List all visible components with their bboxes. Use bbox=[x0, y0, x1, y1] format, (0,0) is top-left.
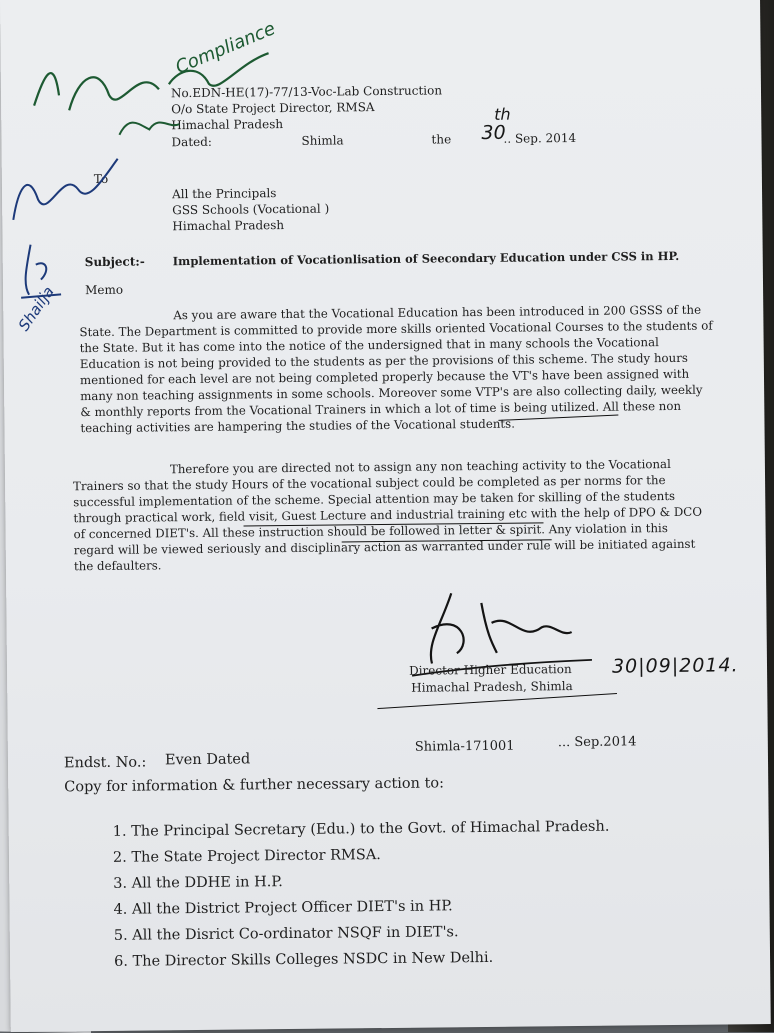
addressee-line-2: GSS Schools (Vocational ) bbox=[172, 201, 330, 218]
handwritten-sign-date: 30|09|2014. bbox=[611, 654, 739, 678]
endorsement-place: Shimla-171001 bbox=[414, 738, 515, 755]
recipient-item: 5. All the Disrict Co-ordinator NSQF in DIET's. bbox=[113, 924, 459, 944]
para1-line-3: the State. But it has come into the notice of the undersigned that in many schools the Vocational bbox=[79, 335, 659, 356]
para2-line-4: through practical work, field visit, Guest Lecture and industrial training etc with the help of DPO & DCO bbox=[73, 504, 703, 526]
addressee-line-1: All the Principals bbox=[171, 186, 277, 202]
para1-line-6: many non teaching assignments in some schools. Moreover some VTP's are also collecting daily, weekly bbox=[80, 382, 703, 404]
signatory-state: Himachal Pradesh, Shimla bbox=[411, 679, 573, 695]
handwritten-side-name: Shailja bbox=[14, 282, 58, 335]
to-label: To bbox=[93, 171, 109, 187]
para1-line-7: & monthly reports from the Vocational Trainers in which a lot of time is being utilized. All these non bbox=[80, 398, 682, 420]
letter-place: Shimla bbox=[301, 133, 344, 148]
the-label: the bbox=[431, 132, 452, 147]
from-office: O/o State Project Director, RMSA bbox=[171, 100, 375, 117]
recipient-item: 3. All the DDHE in H.P. bbox=[113, 874, 283, 892]
para2-line-5: of concerned DIET's. All these instruction should be followed in letter & spirit. Any violation in this bbox=[73, 521, 668, 542]
addressee-line-3: Himachal Pradesh bbox=[172, 218, 285, 234]
recipient-item: 4. All the District Project Officer DIET's in HP. bbox=[113, 898, 453, 918]
memo-label: Memo bbox=[84, 282, 124, 298]
recipient-item: 2. The State Project Director RMSA. bbox=[112, 847, 381, 866]
handwritten-date-day: 30 bbox=[481, 121, 506, 144]
para1-line-8: teaching activities are hampering the studies of the Vocational students. bbox=[80, 416, 516, 436]
endorsement-value: Even Dated bbox=[164, 751, 251, 769]
para1-line-5: mentioned for each level are not being completed properly because the VT's have been assigned with bbox=[79, 366, 690, 388]
blue-margin-scribble bbox=[8, 149, 129, 230]
from-state: Himachal Pradesh bbox=[171, 117, 284, 133]
recipient-item: 6. The Director Skills Colleges NSDC in New Delhi. bbox=[113, 949, 494, 970]
handwritten-date-suffix: th bbox=[494, 104, 511, 124]
dated-label: Dated: bbox=[171, 134, 213, 150]
para1-line-2: State. The Department is committed to provide more skills oriented Vocational Courses to the students of bbox=[79, 318, 713, 340]
para2-line-1: Therefore you are directed not to assign any non teaching activity to the Vocational bbox=[169, 457, 671, 477]
copy-line: Copy for information & further necessary action to: bbox=[64, 775, 445, 796]
handwritten-compliance-note: Compliance bbox=[172, 18, 279, 79]
endorsement-date: ... Sep.2014 bbox=[557, 734, 637, 751]
subject-label: Subject:- bbox=[84, 254, 145, 270]
signatory-title: Director Higher Education bbox=[408, 662, 572, 678]
endorsement-label: Endst. No.: bbox=[63, 754, 147, 772]
para1-line-1: As you are aware that the Vocational Education has been introduced in 200 GSSS of the bbox=[173, 302, 702, 323]
para2-line-7: the defaulters. bbox=[73, 558, 162, 574]
para1-line-4: Education is not being provided to the students as per the provisions of this scheme. The study hours bbox=[79, 350, 688, 372]
para2-line-6: regard will be viewed seriously and disciplinary action as warranted under rule will be initiated against bbox=[73, 536, 696, 558]
recipient-item: 1. The Principal Secretary (Edu.) to the Govt. of Himachal Pradesh. bbox=[112, 818, 610, 840]
para2-line-2: Trainers so that the study Hours of the vocational subject could be completed as per norms for the bbox=[73, 473, 666, 494]
signature-stroke bbox=[377, 693, 617, 709]
letter-date-rest: .. Sep. 2014 bbox=[503, 130, 577, 146]
para2-line-3: successful implementation of the scheme. Special attention may be taken for skilling of the students bbox=[73, 488, 676, 510]
subject-text: Implementation of Vocationlisation of Seecondary Education under CSS in HP. bbox=[172, 248, 680, 269]
reference-number: No.EDN-HE(17)-77/13-Voc-Lab Construction bbox=[170, 83, 443, 101]
